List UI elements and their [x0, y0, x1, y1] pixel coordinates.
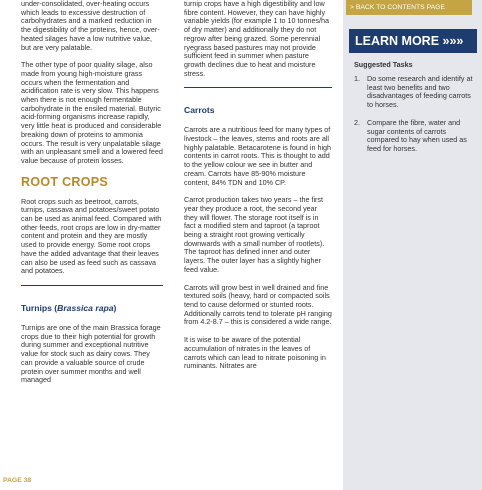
paragraph: Carrots are a nutritious feed for many types of livestock – the leaves, stems and roots are all highly palatable. Betacarotene is found in high contents in carrot roots. This is thought to add to the yellow colour we see in butter and cream. Carrots have 85-90% moisture content, 84% TDN and 10% CP.	[184, 125, 332, 187]
paragraph: The other type of poor quality silage, also made from young high-moisture grass occurs when the fermentation and acidification rate is very slow. This happens when there is not enough fermentable carbohydrate in the ensiled material. Butyric acid-forming organisms increase rapidly, very little heat is produced and considerable breaking down of proteins to ammonia occurs. The result is very unpalatable silage with an unpleasant smell and a lowered feed value because of protein losses.	[21, 60, 163, 165]
section-divider	[21, 285, 163, 286]
paragraph: under-consolidated, over-heating occurs which leads to excessive destruction of carbohydrates and a marked reduction in the digestibility of the proteins, hence, over-heated silages have a low nutritive value, but are very palatable.	[21, 0, 160, 52]
paragraph: Turnips are one of the main Brassica forage crops due to their high potential for growth during summer and exceptional nutritive value for stock such as dairy cows. They can provide a valuable source of crude protein over summer months and well managed	[21, 322, 161, 385]
paragraph: Carrots will grow best in well drained and fine textured soils (heavy, hard or compacted soils tend to cause deformed or stunted roots. Additionally carrots tend to tolerate pH ranging from 4.2-8.7 – this is considered a wide range.	[184, 282, 332, 327]
learn-more-banner: LEARN MORE »»»	[349, 29, 477, 53]
subheading-turnips	[21, 303, 163, 313]
task-number: 1.	[354, 74, 360, 83]
section-divider	[184, 87, 332, 88]
page-number: PAGE 38	[3, 477, 32, 484]
back-to-contents-button[interactable]: > BACK TO CONTENTS PAGE	[346, 0, 472, 15]
section-heading-root-crops: ROOT CROPS	[21, 174, 109, 189]
paragraph: Carrot production takes two years – the first year they produce a root, the second year they will flower. The storage root itself is in fact a modified stem and taproot (a taproot being a straight root growing vertically downwards with a small number of rootlets). The taproot has defined inner and outer layers. The outer layer has a slightly higher feed value.	[184, 195, 325, 274]
learn-more-sidebar	[343, 0, 482, 490]
suggested-tasks-title: Suggested Tasks	[354, 60, 413, 69]
scientific-name: Brassica rapa	[57, 302, 114, 313]
subheading-text: Turnips (	[21, 302, 58, 313]
paragraph: It is wise to be aware of the potential accumulation of nitrates in the leaves of carrots which can lead to nitrate poisoning in ruminants. Nitrates are	[184, 335, 326, 371]
task-text: Do some research and identify at least two benefits and two disadvantages of feeding carrots to horses.	[367, 74, 473, 110]
task-number: 2.	[354, 117, 360, 127]
list-item	[354, 75, 476, 110]
task-text: Compare the fibre, water and sugar contents of carrots compared to hay when used as feed for horses.	[367, 117, 467, 153]
subheading-text: )	[113, 302, 117, 313]
task-list	[354, 75, 476, 163]
paragraph: Root crops such as beetroot, carrots, turnips, cassava and potatoes/sweet potato can be used as animal feed. Compared with other feeds, root crops are low in dry-matter content and protein and they are mostly used to provide energy. Some root crops have the added advantage that their leaves can also be used as feed such as cassava and potatoes.	[21, 196, 162, 276]
list-item	[354, 119, 476, 154]
text-column-left	[21, 0, 163, 394]
paragraph: turnip crops have a high digestibility and low fibre content. However, they can have highly variable yields (for example 1 to 10 tonnes/ha of dry matter) and additionally they do not regrow after being grazed. Some perennial ryegrass based pastures may not provide sufficient feed in summer when pasture growth declines due to heat and moisture stress.	[184, 0, 330, 78]
text-column-middle	[184, 0, 332, 380]
subheading-carrots: Carrots	[184, 105, 215, 116]
